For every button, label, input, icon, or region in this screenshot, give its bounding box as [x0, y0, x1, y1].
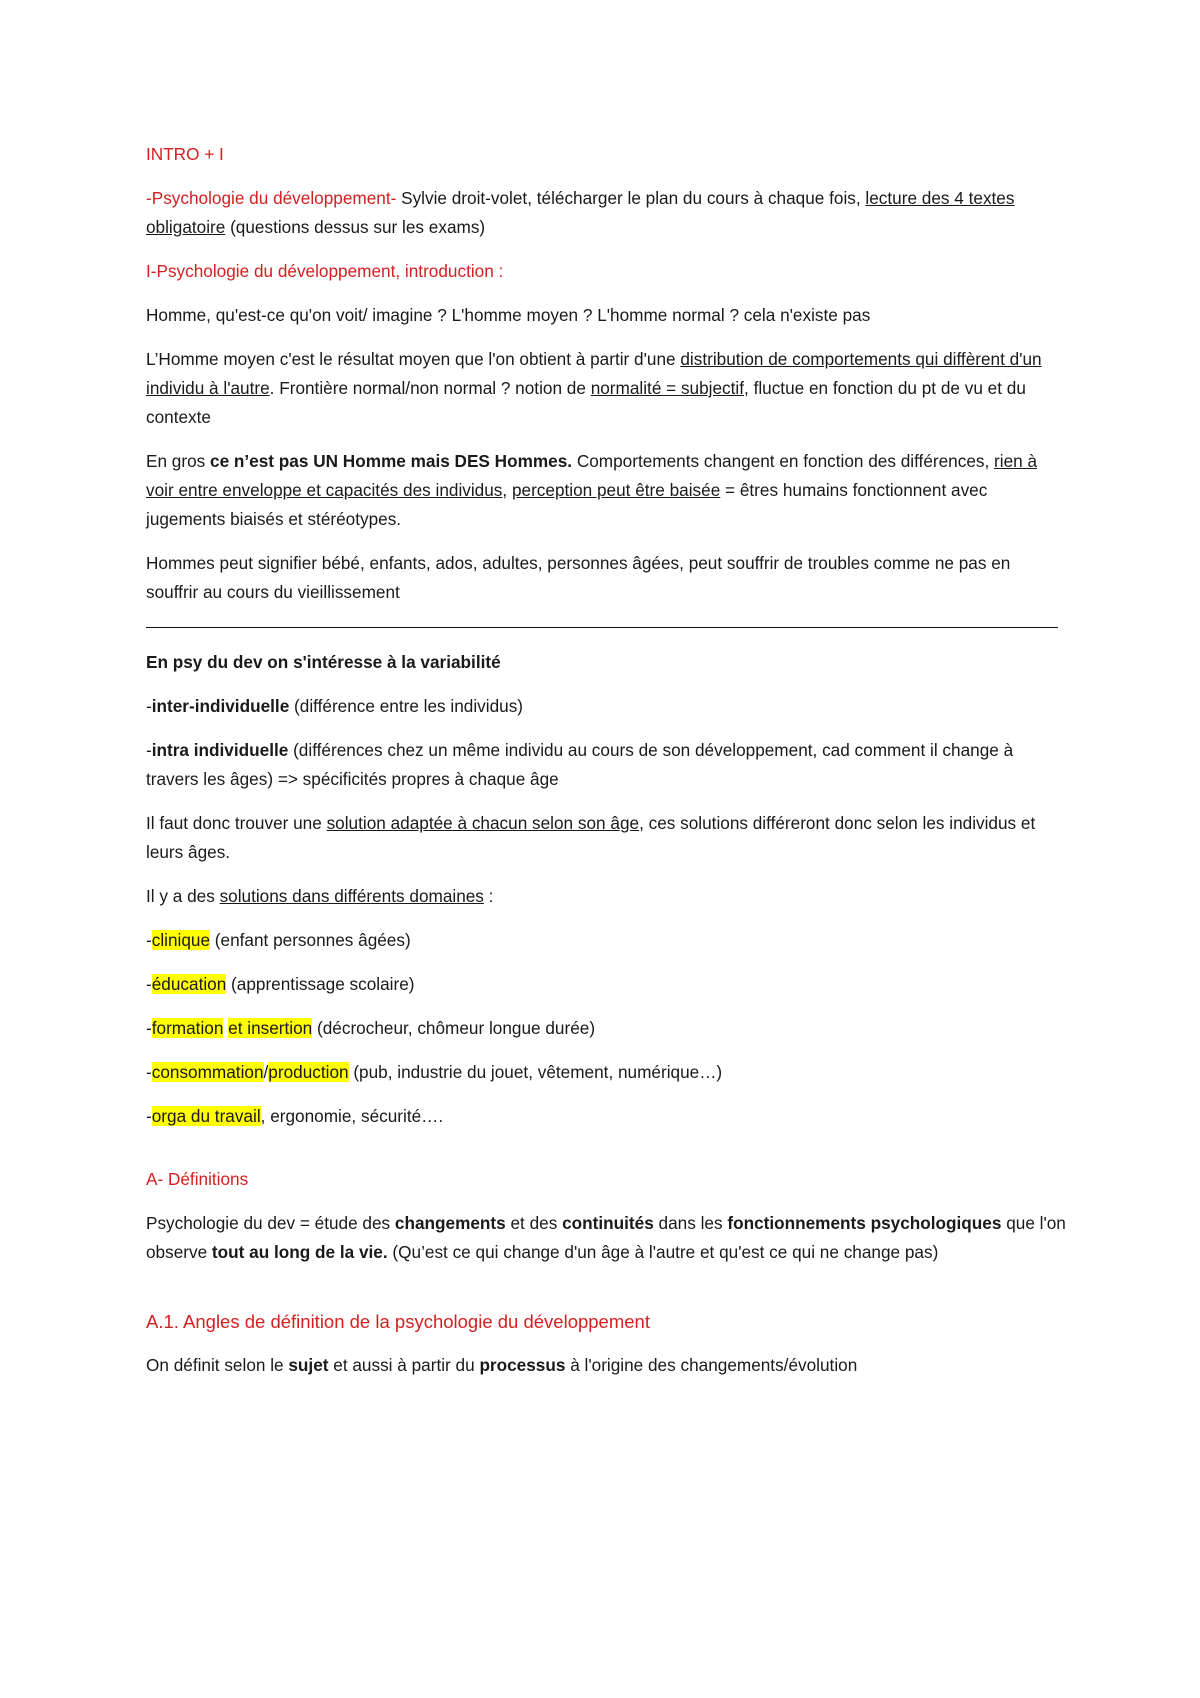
def-text-f: (Qu’est ce qui change d'un âge à l'autre et qu'est ce qui ne change pas) — [387, 1242, 939, 1262]
domains-underline: solutions dans différents domaines — [219, 886, 484, 906]
last-bold-sujet: sujet — [288, 1355, 329, 1375]
domain-dash: - — [146, 1018, 152, 1038]
def-text-a: Psychologie du dev = étude des — [146, 1213, 395, 1233]
p2-text-c: , fluctue en fonction du pt de vu et du contexte — [146, 378, 1026, 427]
paragraph-1: Homme, qu'est-ce qu'on voit/ imagine ? L'homme moyen ? L'homme normal ? cela n'existe pas — [146, 305, 871, 325]
domains-intro — [146, 882, 1066, 911]
domain-rest: (apprentissage scolaire) — [226, 974, 415, 994]
domain-highlight: clinique — [151, 930, 211, 950]
domain-dash: - — [146, 930, 152, 950]
domain-highlight: éducation — [151, 974, 227, 994]
domain-dash: - — [146, 974, 152, 994]
domains-text-a: Il y a des — [146, 886, 220, 906]
domain-highlight: orga du travail — [151, 1106, 261, 1126]
section-a1-heading: A.1. Angles de définition de la psychologie du développement — [146, 1311, 650, 1332]
inter-rest: (différence entre les individus) — [289, 696, 524, 716]
solution-paragraph — [146, 809, 1066, 867]
variability-inter — [146, 692, 1066, 721]
p3-bold-1: ce n’est pas UN Homme mais DES Hommes. — [210, 451, 573, 471]
document-body — [146, 140, 1066, 1395]
paragraph-4: Hommes peut signifier bébé, enfants, ados, adultes, personnes âgées, peut souffrir de troubles comme ne pas en souffrir au cours du vieillissement — [146, 553, 1011, 602]
domain-dash: - — [146, 1106, 152, 1126]
intra-dash: - — [146, 740, 152, 760]
def-text-d: dans les — [653, 1213, 728, 1233]
solution-text-a: Il faut donc trouver une — [146, 813, 327, 833]
inter-dash: - — [146, 696, 152, 716]
intro-title: INTRO + I — [146, 144, 224, 164]
domains-text-b: : — [483, 886, 494, 906]
p2-underline-2: normalité = subjectif — [590, 378, 745, 398]
domain-rest: (pub, industrie du jouet, vêtement, numérique…) — [348, 1062, 723, 1082]
domain-rest: (décrocheur, chômeur longue durée) — [312, 1018, 596, 1038]
def-bold-changements: changements — [394, 1213, 506, 1233]
course-underlined: lecture des 4 textes obligatoire — [146, 188, 1015, 237]
def-text-c: et des — [505, 1213, 563, 1233]
domain-item — [146, 1014, 1066, 1043]
p3-text-a: En gros — [146, 451, 211, 471]
domain-separator: / — [263, 1062, 269, 1082]
domain-dash: - — [146, 1062, 152, 1082]
course-tail: (questions dessus sur les exams) — [225, 217, 486, 237]
paragraph-2 — [146, 345, 1066, 432]
def-bold-fonctionnements: fonctionnements psychologiques — [727, 1213, 1002, 1233]
domain-highlight-2: production — [268, 1062, 349, 1082]
last-text-d: à l'origine des changements/évolution — [565, 1355, 858, 1375]
p3-text-d: , — [502, 480, 512, 500]
domain-highlight: formation — [151, 1018, 224, 1038]
domain-item — [146, 926, 1066, 955]
domain-rest: (enfant personnes âgées) — [210, 930, 411, 950]
last-text-a: On définit selon le — [146, 1355, 289, 1375]
course-title: -Psychologie du développement- — [146, 188, 397, 208]
def-bold-continuites: continuités — [562, 1213, 654, 1233]
inter-bold: inter-individuelle — [151, 696, 290, 716]
p3-text-c: Comportements changent en fonction des différences, — [572, 451, 995, 471]
p3-underline-2: perception peut être baisée — [511, 480, 721, 500]
solution-text-b: , ces solutions différeront donc selon les individus et leurs âges. — [146, 813, 1036, 862]
def-bold-vie: tout au long de la vie. — [211, 1242, 388, 1262]
p2-underline-1: distribution de comportements qui diffèrent d'un individu à l'autre — [146, 349, 1042, 398]
domain-item — [146, 1102, 1066, 1131]
def-text-e: que l'on observe — [146, 1213, 1066, 1262]
section-1-heading: I-Psychologie du développement, introduction : — [146, 261, 504, 281]
p3-underline-1: rien à voir entre enveloppe et capacités des individus — [146, 451, 1038, 500]
intra-bold: intra individuelle — [151, 740, 289, 760]
definition-paragraph — [146, 1209, 1066, 1267]
section-a-heading: A- Définitions — [146, 1169, 249, 1189]
horizontal-divider — [146, 627, 1058, 628]
variability-heading: En psy du dev on s'intéresse à la variabilité — [146, 652, 501, 672]
last-paragraph — [146, 1351, 1066, 1380]
paragraph-3 — [146, 447, 1066, 534]
intra-rest: (différences chez un même individu au cours de son développement, cad comment il change à travers les âges) => spécificités propres à chaque âge — [146, 740, 1014, 789]
domain-rest: , ergonomie, sécurité…. — [260, 1106, 444, 1126]
domain-highlight-2: et insertion — [228, 1018, 313, 1038]
last-text-c: et aussi à partir du — [328, 1355, 480, 1375]
domain-item — [146, 1058, 1066, 1087]
course-text: Sylvie droit-volet, télécharger le plan du cours à chaque fois, — [396, 188, 866, 208]
p3-text-e: = êtres humains fonctionnent avec jugements biaisés et stéréotypes. — [146, 480, 988, 529]
domain-item — [146, 970, 1066, 999]
p2-text-b: . Frontière normal/non normal ? notion de — [269, 378, 591, 398]
course-paragraph — [146, 184, 1066, 242]
last-bold-processus: processus — [479, 1355, 566, 1375]
variability-intra — [146, 736, 1066, 794]
domain-highlight: consommation — [151, 1062, 264, 1082]
p2-text-a: L’Homme moyen c'est le résultat moyen que l'on obtient à partir d'une — [146, 349, 681, 369]
solution-underline: solution adaptée à chacun selon son âge — [326, 813, 640, 833]
